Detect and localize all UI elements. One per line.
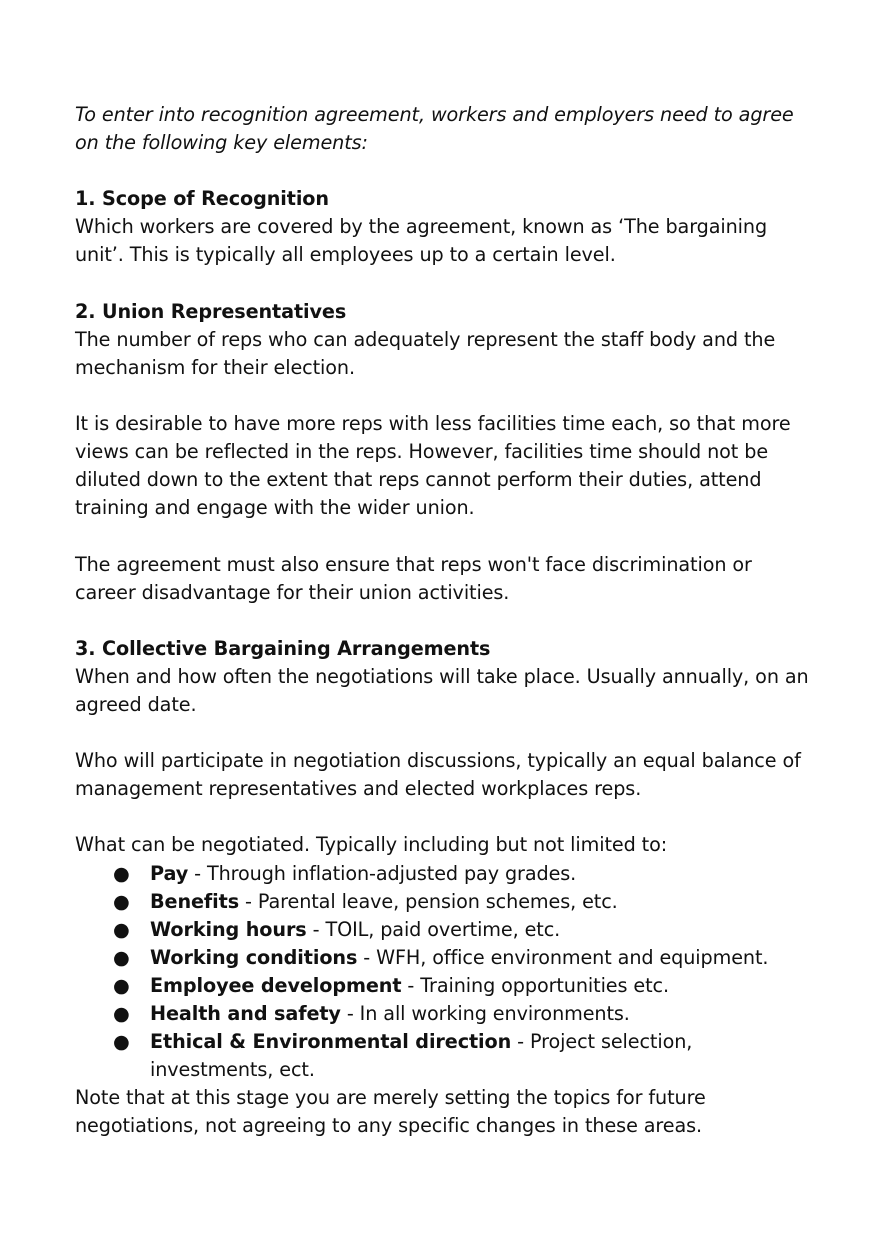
list-item-text: - Parental leave, pension schemes, etc. <box>239 889 618 913</box>
list-item-title: Ethical & Environmental direction <box>150 1030 512 1054</box>
closing-note: Note that at this stage you are merely setting the topics for future negotiations, not agreeing to any specific changes in these areas. <box>75 1086 706 1138</box>
bullet-icon: ● <box>113 1002 130 1025</box>
list-item <box>75 860 810 888</box>
bargaining-paragraph-1: When and how often the negotiations will take place. Usually annually, on an agreed date. <box>75 664 809 716</box>
bullet-icon: ● <box>113 973 130 997</box>
list-item-title: Working conditions <box>150 945 358 969</box>
list-item <box>75 972 810 1000</box>
list-item <box>75 888 810 916</box>
spacer <box>75 270 810 298</box>
bullet-icon: ● <box>113 889 130 913</box>
list-item <box>75 1000 810 1028</box>
spacer <box>75 607 810 635</box>
list-item <box>75 1028 810 1084</box>
list-item <box>75 916 810 944</box>
spacer <box>75 382 810 410</box>
list-item-title: Health and safety <box>150 1002 341 1025</box>
reps-paragraph-1: The number of reps who can adequately represent the staff body and the mechanism for their election. <box>75 327 776 379</box>
spacer <box>75 803 810 831</box>
section-heading-bargaining: 3. Collective Bargaining Arrangements <box>75 636 491 660</box>
reps-paragraph-2: It is desirable to have more reps with less facilities time each, so that more views can be reflected in the reps. However, facilities time should not be diluted down to the extent that reps cannot perform their duties, attend training and engage with the wider union. <box>75 412 791 520</box>
list-item-text: - Project selection, investments, ect. <box>150 1030 693 1082</box>
list-item-text: - Training opportunities etc. <box>401 973 669 997</box>
section-heading-reps: 2. Union Representatives <box>75 299 347 323</box>
document-page <box>75 101 810 1140</box>
intro-paragraph: To enter into recognition agreement, workers and employers need to agree on the following key elements: <box>75 103 794 155</box>
list-item-title: Employee development <box>150 973 402 997</box>
bullet-icon: ● <box>113 1030 130 1054</box>
spacer <box>75 157 810 185</box>
list-item-text: - In all working environments. <box>340 1002 630 1025</box>
list-item-title: Working hours <box>150 917 307 941</box>
list-item-text: - Through inflation-adjusted pay grades. <box>188 861 577 885</box>
spacer <box>75 719 810 747</box>
spacer <box>75 522 810 550</box>
list-item <box>75 944 810 972</box>
list-item-text: - TOIL, paid overtime, etc. <box>306 917 561 941</box>
list-item-title: Pay <box>150 861 189 885</box>
list-item-text: - WFH, office environment and equipment. <box>357 945 769 969</box>
scope-paragraph: Which workers are covered by the agreement, known as ‘The bargaining unit’. This is typically all employees up to a certain level. <box>75 215 768 267</box>
reps-paragraph-3: The agreement must also ensure that reps won't face discrimination or career disadvantage for their union activities. <box>75 552 752 604</box>
section-heading-scope: 1. Scope of Recognition <box>75 187 329 211</box>
bullet-icon: ● <box>113 861 130 885</box>
bargaining-paragraph-3: What can be negotiated. Typically including but not limited to: <box>75 833 668 857</box>
negotiable-topics-list <box>75 860 810 1085</box>
list-item-title: Benefits <box>150 889 240 913</box>
bullet-icon: ● <box>113 917 130 941</box>
bullet-icon: ● <box>113 945 130 969</box>
bargaining-paragraph-2: Who will participate in negotiation discussions, typically an equal balance of management representatives and elected workplaces reps. <box>75 749 801 801</box>
